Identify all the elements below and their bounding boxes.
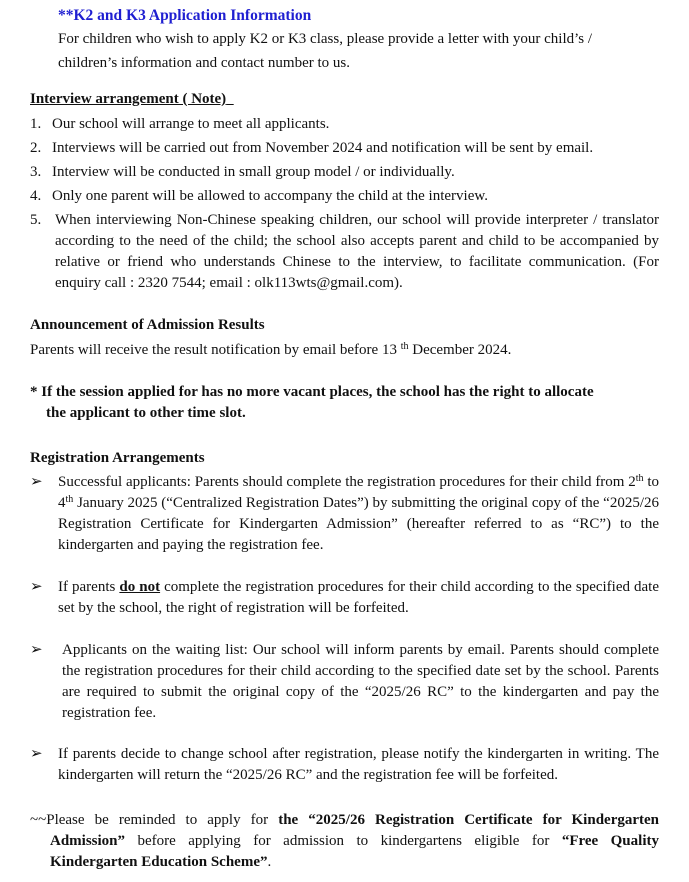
k2k3-title: **K2 and K3 Application Information: [58, 7, 312, 24]
k2k3-text-line1: For children who wish to apply K2 or K3 class, please provide a letter with your child’s /: [58, 31, 593, 47]
interview-item-2-number: 2.: [30, 140, 42, 156]
registration-item-forfeit: If parents do not complete the registration procedures for their child according to the specified date set by the school, the right of registration will be forfeited.: [58, 579, 660, 616]
arrow-bullet-icon: ➢: [30, 746, 43, 762]
registration-item-change-school: If parents decide to change school after registration, please notify the kindergarten in writing. The kindergarten will return the “2025/26 RC” and the registration fee will be forfeited.: [58, 746, 659, 783]
interview-item-3-number: 3.: [30, 164, 42, 180]
arrow-bullet-icon: ➢: [30, 642, 43, 658]
allocation-notice-line2: the applicant to other time slot.: [46, 405, 246, 421]
arrow-bullet-icon: ➢: [30, 474, 43, 490]
interview-item-2-text: Interviews will be carried out from November 2024 and notification will be sent by email.: [52, 140, 594, 156]
interview-item-3-text: Interview will be conducted in small group model / or individually.: [52, 164, 455, 180]
interview-item-1-number: 1.: [30, 116, 42, 132]
interview-heading: Interview arrangement ( Note): [30, 91, 227, 107]
announcement-heading: Announcement of Admission Results: [30, 317, 265, 333]
do-not-emphasis: do not: [119, 579, 161, 595]
registration-certificate-reminder: ~~Please be reminded to apply for the “2025/26 Registration Certificate for Kindergarten Admission” before applying for admission to kindergartens eligible for “Free Quality Kindergarten Education Scheme”.: [30, 812, 659, 870]
registration-heading: Registration Arrangements: [30, 450, 205, 466]
arrow-bullet-icon: ➢: [30, 579, 43, 595]
allocation-notice-line1: * If the session applied for has no more vacant places, the school has the right to allocate: [30, 384, 594, 400]
interview-item-5-number: 5.: [30, 212, 42, 228]
registration-item-waiting-list: Applicants on the waiting list: Our school will inform parents by email. Parents should complete the registration procedures for their child according to the specified date set by the school. Parents are required to submit the original copy of the “2025/26 RC” to the kindergarten and pay the registration fee.: [62, 642, 659, 721]
registration-item-successful: Successful applicants: Parents should complete the registration procedures for their child from 2th to 4th January 2025 (“Centralized Registration Dates”) by submitting the original copy of the “2025/26 Registration Certificate for Kindergarten Admission” (hereafter referred to as “RC”) to the kindergarten and paying the registration fee.: [58, 473, 659, 553]
interview-item-4-number: 4.: [30, 188, 42, 204]
interview-item-1-text: Our school will arrange to meet all applicants.: [52, 116, 330, 132]
announcement-text: Parents will receive the result notification by email before 13 $^{th}$ December 2024.: [30, 341, 512, 358]
interview-item-4-text: Only one parent will be allowed to accompany the child at the interview.: [52, 188, 488, 204]
k2k3-text-line2: children’s information and contact number to us.: [58, 55, 351, 71]
interview-item-5-text: When interviewing Non-Chinese speaking children, our school will provide interpreter / translator according to the need of the child; the school also accepts parent and child to be accompanied by relative or friend who understands Chinese to the interview, to facilitate communication. (For enquiry call : 2320 7544; email : olk113wts@gmail.com).: [55, 212, 659, 291]
